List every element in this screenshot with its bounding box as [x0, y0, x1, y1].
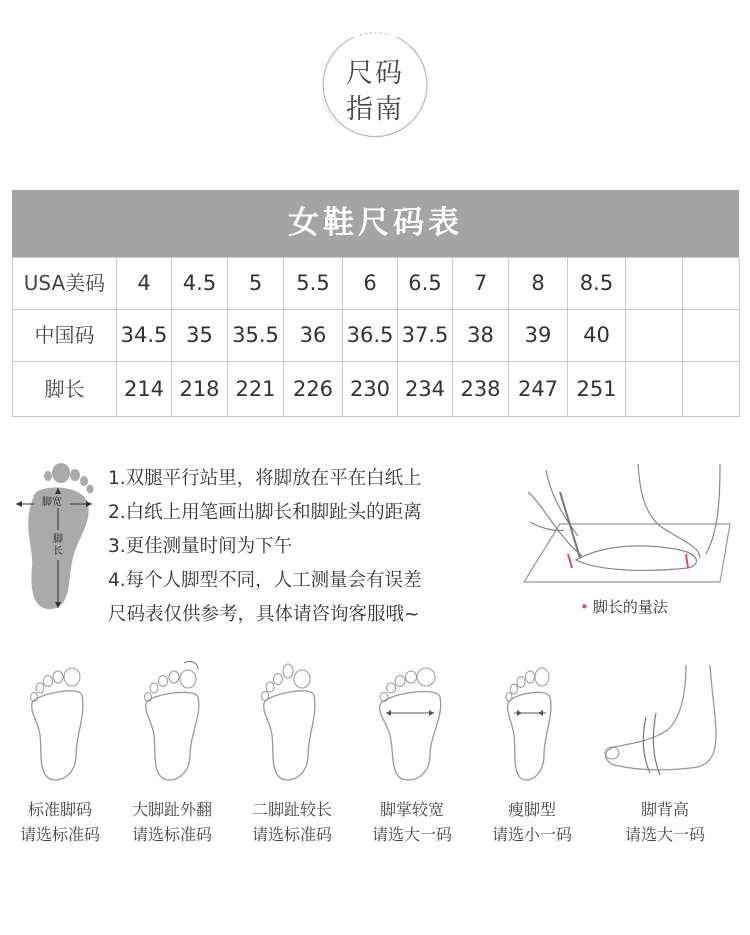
foot-type-advice: 请选标准码: [251, 825, 332, 844]
foot-type-advice: 请选大一码: [371, 825, 452, 844]
bullet-dot-icon: •: [580, 598, 589, 616]
table-cell: 6: [343, 258, 398, 310]
step-note: 尺码表仅供参考，具体请咨询客服哦~: [108, 604, 420, 625]
table-row-china: [13, 310, 740, 362]
table-cell: 39: [509, 310, 568, 362]
foot-type-name: 瘦脚型: [507, 800, 556, 819]
footprint-icon: [14, 462, 94, 612]
foot-type-name: 脚掌较宽: [379, 800, 444, 819]
table-cell: 7: [453, 258, 509, 310]
measure-illustration: [520, 462, 742, 596]
table-row-foot-length: [13, 362, 740, 417]
table-cell: [626, 362, 683, 417]
table-cell: 234: [398, 362, 453, 417]
table-cell: 35: [172, 310, 228, 362]
foot-types: [0, 655, 750, 855]
row-label-usa: USA美码: [13, 258, 117, 310]
table-cell: [683, 310, 740, 362]
table-cell: 6.5: [398, 258, 453, 310]
table-cell: [626, 310, 683, 362]
table-cell: 214: [117, 362, 172, 417]
size-table: [12, 257, 740, 417]
foot-type-advice: 请选小一码: [491, 825, 572, 844]
foot-type-high-instep: [600, 655, 720, 844]
foot-type-standard: [0, 655, 120, 844]
table-cell: 5.5: [284, 258, 343, 310]
foot-type-name: 脚背高: [640, 800, 689, 819]
table-cell: 238: [453, 362, 509, 417]
table-cell: 230: [343, 362, 398, 417]
table-cell: 34.5: [117, 310, 172, 362]
table-cell: 4: [117, 258, 172, 310]
measure-steps: [108, 462, 422, 632]
foot-standard-icon: [20, 655, 100, 785]
foot-width-label: 脚宽: [42, 497, 62, 508]
foot-type-bunion: [112, 655, 232, 844]
table-cell: [683, 362, 740, 417]
table-cell: 8.5: [568, 258, 626, 310]
row-label-china: 中国码: [13, 310, 117, 362]
table-cell: 247: [509, 362, 568, 417]
foot-measure-diagram: [14, 462, 94, 616]
foot-type-advice: 请选大一码: [624, 825, 705, 844]
table-cell: 36.5: [343, 310, 398, 362]
size-table-title: 女鞋尺码表: [12, 190, 739, 257]
table-cell: [683, 258, 740, 310]
foot-type-thin: [472, 655, 592, 844]
foot-thin-icon: [492, 655, 572, 785]
step-1: 1.双腿平行站里，将脚放在平在白纸上: [108, 468, 422, 489]
foot-on-paper-icon: [520, 462, 742, 592]
measure-caption: [580, 596, 668, 617]
badge-text-line2: 指南: [346, 94, 404, 125]
step-3: 3.更佳测量时间为下午: [108, 536, 293, 557]
foot-bunion-icon: [132, 655, 212, 785]
row-label-foot-length: 脚长: [13, 362, 117, 417]
table-cell: 36: [284, 310, 343, 362]
table-cell: 221: [228, 362, 284, 417]
table-cell: 37.5: [398, 310, 453, 362]
table-cell: [626, 258, 683, 310]
foot-type-name: 二脚趾较长: [251, 800, 332, 819]
foot-wide-icon: [372, 655, 452, 785]
table-row-usa: [13, 258, 740, 310]
foot-type-name: 大脚趾外翻: [131, 800, 212, 819]
foot-type-long-second-toe: [232, 655, 352, 844]
foot-type-advice: 请选标准码: [131, 825, 212, 844]
foot-type-name: 标准脚码: [27, 800, 92, 819]
table-cell: 218: [172, 362, 228, 417]
table-cell: 4.5: [172, 258, 228, 310]
size-guide-badge: [316, 27, 434, 145]
step-4: 4.每个人脚型不同，人工测量会有误差: [108, 570, 422, 591]
foot-long-second-toe-icon: [252, 655, 332, 785]
foot-length-label-part: 脚长: [53, 534, 63, 557]
foot-type-advice: 请选标准码: [19, 825, 100, 844]
table-cell: 40: [568, 310, 626, 362]
table-cell: 5: [228, 258, 284, 310]
measure-caption-text: 脚长的量法: [592, 598, 668, 616]
badge-text-line1: 尺码: [346, 58, 404, 89]
table-cell: 251: [568, 362, 626, 417]
table-cell: 35.5: [228, 310, 284, 362]
table-cell: 8: [509, 258, 568, 310]
foot-high-instep-icon: [600, 655, 730, 785]
table-cell: 38: [453, 310, 509, 362]
table-cell: 226: [284, 362, 343, 417]
foot-type-wide: [352, 655, 472, 844]
step-2: 2.白纸上用笔画出脚长和脚趾头的距离: [108, 502, 422, 523]
